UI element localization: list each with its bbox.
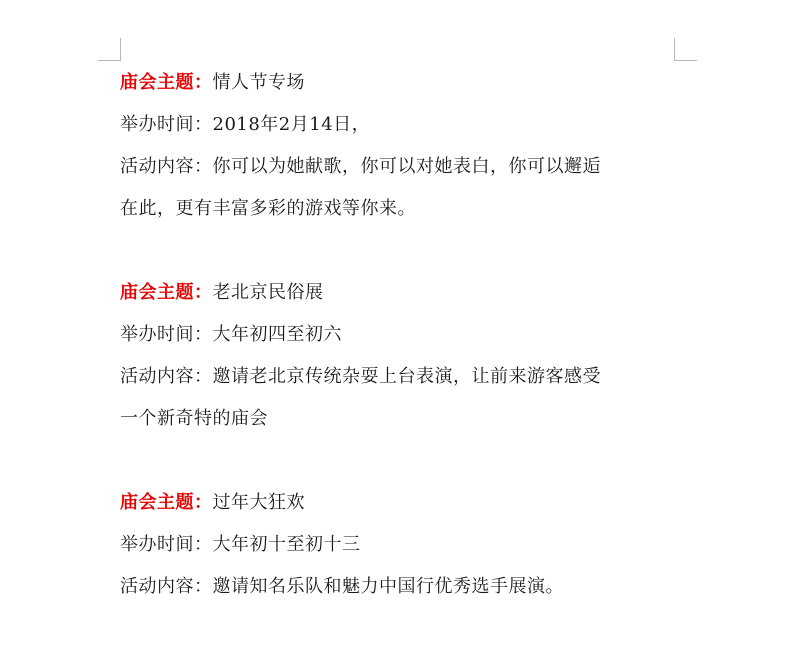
content-line: 活动内容：你可以为她献歌，你可以对她表白，你可以邂逅 — [120, 156, 601, 177]
blank-line — [120, 440, 680, 482]
theme-label: 庙会主题： — [120, 492, 213, 513]
event-block-3 — [120, 482, 680, 608]
theme-value: 老北京民俗展 — [212, 282, 324, 303]
time-line: 举办时间：大年初十至初十三 — [120, 534, 361, 555]
content-line-continued: 一个新奇特的庙会 — [120, 408, 268, 429]
theme-label: 庙会主题： — [120, 282, 213, 303]
theme-label: 庙会主题： — [120, 72, 213, 93]
time-line: 举办时间：2018年2月14日， — [120, 114, 371, 135]
theme-line — [120, 482, 680, 524]
content-line-continued: 在此，更有丰富多彩的游戏等你来。 — [120, 198, 416, 219]
theme-value: 情人节专场 — [212, 72, 305, 93]
event-block-1 — [120, 62, 680, 230]
theme-line — [120, 272, 680, 314]
theme-value: 过年大狂欢 — [212, 492, 305, 513]
page-corner-mark-right — [674, 38, 697, 61]
event-block-2 — [120, 272, 680, 440]
content-line: 活动内容：邀请知名乐队和魅力中国行优秀选手展演。 — [120, 576, 564, 597]
theme-line — [120, 62, 680, 104]
content-line: 活动内容：邀请老北京传统杂耍上台表演，让前来游客感受 — [120, 366, 601, 387]
document-body — [120, 62, 680, 608]
time-line: 举办时间：大年初四至初六 — [120, 324, 342, 345]
page-corner-mark-left — [98, 38, 121, 61]
blank-line — [120, 230, 680, 272]
